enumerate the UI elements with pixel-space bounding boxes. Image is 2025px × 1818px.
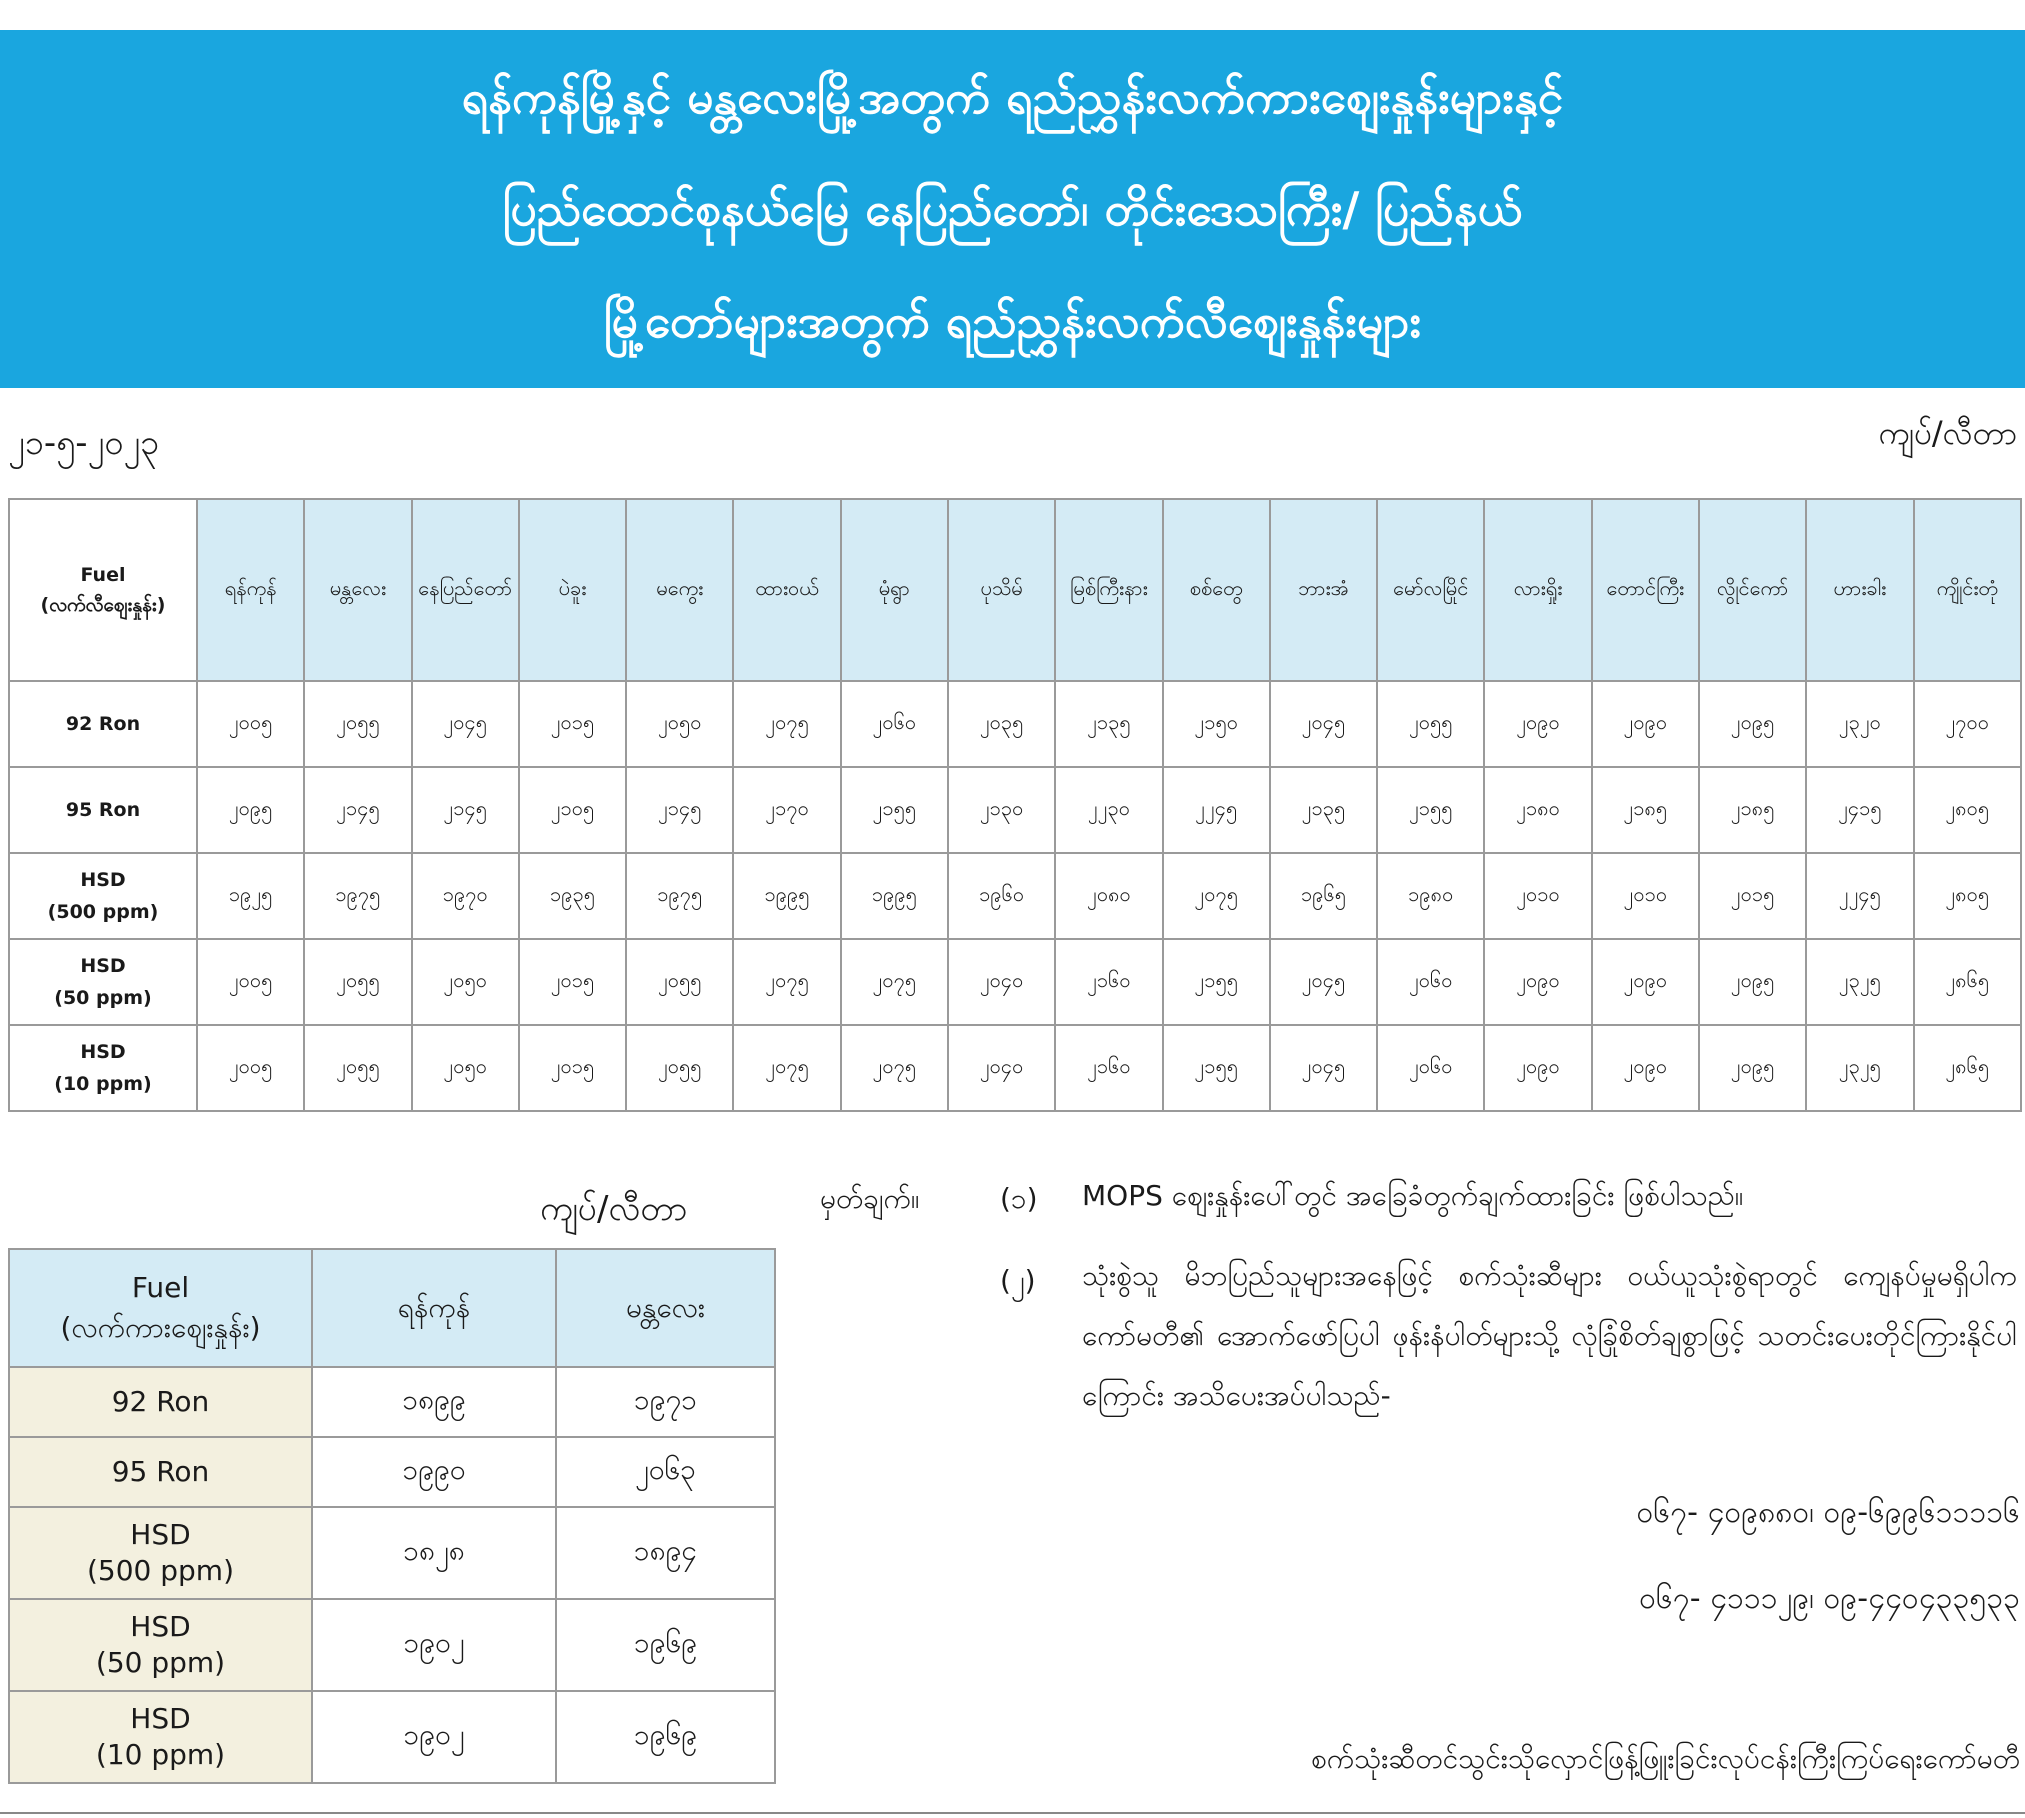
price-cell: ၂၀၅၀ — [626, 681, 733, 767]
wholesale-price-table — [8, 1248, 776, 1784]
price-cell: ၁၉၆၀ — [948, 853, 1055, 939]
city-header: လားရှိုး — [1484, 499, 1591, 681]
price-cell: ၂၀၅၀ — [412, 1025, 519, 1111]
price-cell: ၂၁၈၅ — [1592, 767, 1699, 853]
bottom-divider — [0, 1812, 2025, 1814]
fuel-type-label: 95 Ron — [111, 1455, 210, 1488]
price-cell: ၂၀၄၅ — [1270, 939, 1377, 1025]
price-cell: ၂၀၁၅ — [519, 1025, 626, 1111]
price-cell: ၂၁၀၅ — [519, 767, 626, 853]
city-header: မော်လမြိုင် — [1377, 499, 1484, 681]
price-cell: ၂၁၅၅ — [841, 767, 948, 853]
table-row — [9, 681, 2021, 767]
city-header: ပဲခူး — [519, 499, 626, 681]
price-cell: ၂၀၅၅ — [304, 681, 411, 767]
notes-label: မှတ်ချက်။ — [820, 1182, 920, 1215]
table-row — [9, 853, 2021, 939]
price-cell: ၂၀၉၀ — [1484, 939, 1591, 1025]
fuel-type-label: 92 Ron — [65, 713, 141, 735]
price-cell: ၁၉၆၉ — [556, 1691, 775, 1783]
price-cell: ၂၀၇၅ — [841, 939, 948, 1025]
price-cell: ၂၂၄၅ — [1806, 853, 1913, 939]
price-cell: ၂၀၉၅ — [1699, 939, 1806, 1025]
price-cell: ၂၁၆၀ — [1055, 939, 1162, 1025]
price-cell: ၁၉၈၀ — [1377, 853, 1484, 939]
price-cell: ၂၃၂၀ — [1806, 681, 1913, 767]
price-cell: ၂၀၅၅ — [626, 939, 733, 1025]
price-cell: ၂၃၂၅ — [1806, 939, 1913, 1025]
retail-price-table — [8, 498, 2022, 1112]
price-cell: ၂၀၀၅ — [197, 681, 304, 767]
fuel-type-label: HSD — [130, 1610, 191, 1643]
city-header: မန္တလေး — [556, 1249, 775, 1367]
price-cell: ၂၀၆၀ — [1377, 1025, 1484, 1111]
price-cell: ၂၀၁၅ — [519, 681, 626, 767]
price-cell: ၂၀၉၀ — [1484, 681, 1591, 767]
city-header: ထားဝယ် — [733, 499, 840, 681]
fuel-type-label: (10 ppm) — [54, 1073, 152, 1095]
price-cell: ၁၉၆၉ — [556, 1599, 775, 1691]
price-cell: ၁၉၉၅ — [733, 853, 840, 939]
city-header: မြစ်ကြီးနား — [1055, 499, 1162, 681]
price-cell: ၂၁၃၅ — [1055, 681, 1162, 767]
price-cell: ၂၀၀၅ — [197, 1025, 304, 1111]
price-cell: ၂၀၆၃ — [556, 1437, 775, 1507]
note-number: (၁) — [1000, 1182, 1038, 1215]
price-cell: ၂၃၂၅ — [1806, 1025, 1913, 1111]
fuel-type-cell — [9, 1599, 312, 1691]
price-cell: ၁၉၇၁ — [556, 1367, 775, 1437]
banner-title-line-2: ပြည်ထောင်စုနယ်မြေ နေပြည်တော်၊ တိုင်းဒေသကြီး/ ပြည်နယ် — [502, 182, 1523, 236]
price-cell: ၂၀၄၅ — [1270, 1025, 1377, 1111]
price-cell: ၂၈၆၅ — [1914, 1025, 2022, 1111]
fuel-type-cell — [9, 939, 197, 1025]
city-header: မုံရွာ — [841, 499, 948, 681]
city-header: ဟားခါး — [1806, 499, 1913, 681]
fuel-type-cell — [9, 767, 197, 853]
fuel-header-subtitle: (လက်လီစျေးနှုန်း) — [40, 594, 166, 616]
table-row — [9, 1691, 775, 1783]
fuel-type-label: (500 ppm) — [86, 1554, 234, 1587]
city-header: စစ်တွေ — [1163, 499, 1270, 681]
table-row — [9, 1367, 775, 1437]
fuel-type-cell — [9, 1367, 312, 1437]
price-cell: ၂၁၄၅ — [412, 767, 519, 853]
price-cell: ၂၀၉၅ — [1699, 681, 1806, 767]
price-cell: ၂၀၅၅ — [304, 1025, 411, 1111]
fuel-type-label: (10 ppm) — [95, 1738, 226, 1771]
note-number: (၂) — [1000, 1264, 1036, 1297]
price-cell: ၂၀၄၅ — [412, 681, 519, 767]
price-cell: ၂၀၅၅ — [304, 939, 411, 1025]
price-cell: ၂၀၆၀ — [841, 681, 948, 767]
price-cell: ၂၁၅၀ — [1163, 681, 1270, 767]
price-cell: ၂၀၁၀ — [1484, 853, 1591, 939]
price-cell: ၂၁၇၀ — [733, 767, 840, 853]
fuel-type-cell — [9, 1691, 312, 1783]
unit-label: ကျပ်/လီတာ — [1878, 414, 2017, 452]
wholesale-header-row — [9, 1249, 775, 1367]
fuel-type-cell — [9, 681, 197, 767]
price-cell: ၁၉၉၅ — [841, 853, 948, 939]
price-cell: ၁၉၇၅ — [626, 853, 733, 939]
price-cell: ၂၈၆၅ — [1914, 939, 2022, 1025]
price-cell: ၂၀၆၀ — [1377, 939, 1484, 1025]
committee-name: စက်သုံးဆီတင်သွင်းသိုလှောင်ဖြန့်ဖြူးခြင်းလုပ်ငန်းကြီးကြပ်ရေးကော်မတီ — [1310, 1742, 2020, 1775]
price-cell: ၁၉၇၅ — [304, 853, 411, 939]
fuel-type-label: (500 ppm) — [47, 901, 159, 923]
fuel-header-title: Fuel — [131, 1271, 190, 1304]
price-cell: ၂၁၄၅ — [626, 767, 733, 853]
table-row — [9, 1507, 775, 1599]
price-cell: ၁၉၃၅ — [519, 853, 626, 939]
fuel-type-label: HSD — [130, 1518, 191, 1551]
fuel-column-header — [9, 1249, 312, 1367]
price-cell: ၂၀၈၀ — [1055, 853, 1162, 939]
price-cell: ၂၂၄၅ — [1163, 767, 1270, 853]
city-header: မကွေး — [626, 499, 733, 681]
fuel-type-label: (50 ppm) — [95, 1646, 226, 1679]
fuel-header-subtitle: (လက်ကားစျေးနှုန်း) — [60, 1311, 261, 1344]
note-text: MOPS စျေးနှုန်းပေါ်တွင် အခြေခံတွက်ချက်ထားခြင်း ဖြစ်ပါသည်။ — [1082, 1179, 1744, 1212]
retail-header-row — [9, 499, 2021, 681]
price-cell: ၂၁၃၀ — [948, 767, 1055, 853]
city-header: ဘားအံ — [1270, 499, 1377, 681]
fuel-type-label: (50 ppm) — [54, 987, 152, 1009]
fuel-type-cell — [9, 853, 197, 939]
price-cell: ၁၈၉၉ — [312, 1367, 556, 1437]
price-cell: ၂၀၇၅ — [733, 939, 840, 1025]
price-cell: ၁၈၂၈ — [312, 1507, 556, 1599]
table-row — [9, 1599, 775, 1691]
price-cell: ၂၀၄၅ — [1270, 681, 1377, 767]
price-cell: ၂၈၀၅ — [1914, 853, 2022, 939]
price-cell: ၂၁၅၅ — [1163, 1025, 1270, 1111]
price-cell: ၂၀၄၀ — [948, 1025, 1055, 1111]
publish-date: ၂၁-၅-၂၀၂၃ — [8, 423, 160, 463]
price-cell: ၂၁၆၀ — [1055, 1025, 1162, 1111]
price-cell: ၂၀၀၅ — [197, 939, 304, 1025]
price-cell: ၂၀၅၅ — [626, 1025, 733, 1111]
price-cell: ၁၉၂၅ — [197, 853, 304, 939]
fuel-type-cell — [9, 1437, 312, 1507]
price-cell: ၂၀၇၅ — [841, 1025, 948, 1111]
price-cell: ၂၀၅၀ — [412, 939, 519, 1025]
banner-title-line-3: မြို့တော်များအတွက် ရည်ညွှန်းလက်လီစျေးနှုန်းများ — [603, 294, 1422, 348]
fuel-type-label: HSD — [80, 1041, 126, 1063]
price-cell: ၂၀၃၅ — [948, 681, 1055, 767]
price-cell: ၂၁၅၅ — [1377, 767, 1484, 853]
price-cell: ၂၀၇၅ — [733, 681, 840, 767]
fuel-type-label: HSD — [80, 955, 126, 977]
city-header: ကျိုင်းတုံ — [1914, 499, 2022, 681]
price-cell: ၂၀၉၀ — [1592, 1025, 1699, 1111]
price-cell: ၂၈၀၅ — [1914, 767, 2022, 853]
price-cell: ၂၁၃၅ — [1270, 767, 1377, 853]
fuel-type-label: 92 Ron — [111, 1385, 210, 1418]
price-cell: ၁၉၆၅ — [1270, 853, 1377, 939]
phone-numbers: ၀၆၇- ၄၁၁၁၂၉၊ ၀၉-၄၄၀၄၃၃၅၃၃ — [1639, 1581, 2020, 1616]
table-row — [9, 939, 2021, 1025]
fuel-header-title: Fuel — [80, 564, 126, 586]
price-cell: ၂၀၉၀ — [1592, 939, 1699, 1025]
table-row — [9, 767, 2021, 853]
price-cell: ၁၉၀၂ — [312, 1599, 556, 1691]
city-header: ရန်ကုန် — [312, 1249, 556, 1367]
title-banner — [0, 30, 2025, 388]
price-cell: ၂၀၇၅ — [733, 1025, 840, 1111]
table-row — [9, 1437, 775, 1507]
city-header: မန္တလေး — [304, 499, 411, 681]
price-cell: ၂၀၁၅ — [1699, 853, 1806, 939]
fuel-type-label: 95 Ron — [65, 799, 141, 821]
city-header: ပုသိမ် — [948, 499, 1055, 681]
price-cell: ၂၀၅၅ — [1377, 681, 1484, 767]
city-header: လွိုင်ကော် — [1699, 499, 1806, 681]
note-text: သုံးစွဲသူ မိဘပြည်သူများအနေဖြင့် စက်သုံးဆီများ ဝယ်ယူသုံးစွဲရာတွင် ကျေနပ်မှုမရှိပါက ကော်မတီ၏ အောက်ဖော်ပြပါ ဖုန်းနံပါတ်များသို့ လုံခြုံစိတ်ချစွာဖြင့် သတင်းပေးတိုင်ကြားနိုင်ပါကြောင်း အသိပေးအပ်ပါသည်- — [1082, 1259, 2017, 1412]
table-row — [9, 1025, 2021, 1111]
price-cell: ၁၉၀၂ — [312, 1691, 556, 1783]
price-cell: ၂၀၉၀ — [1592, 681, 1699, 767]
price-cell: ၂၀၉၅ — [197, 767, 304, 853]
price-cell: ၁၉၇၀ — [412, 853, 519, 939]
wholesale-unit-label: ကျပ်/လီတာ — [540, 1189, 688, 1229]
price-cell: ၁၉၉၀ — [312, 1437, 556, 1507]
fuel-type-cell — [9, 1025, 197, 1111]
price-cell: ၂၀၁၅ — [519, 939, 626, 1025]
price-cell: ၂၀၉၀ — [1484, 1025, 1591, 1111]
fuel-type-label: HSD — [130, 1702, 191, 1735]
price-cell: ၂၀၉၅ — [1699, 1025, 1806, 1111]
fuel-type-cell — [9, 1507, 312, 1599]
price-cell: ၂၀၇၅ — [1163, 853, 1270, 939]
price-cell: ၂၁၅၅ — [1163, 939, 1270, 1025]
price-cell: ၂၁၈၀ — [1484, 767, 1591, 853]
city-header: နေပြည်တော် — [412, 499, 519, 681]
price-cell: ၁၈၉၄ — [556, 1507, 775, 1599]
price-cell: ၂၇၀၀ — [1914, 681, 2022, 767]
city-header: တောင်ကြီး — [1592, 499, 1699, 681]
price-cell: ၂၄၁၅ — [1806, 767, 1913, 853]
price-cell: ၂၁၈၅ — [1699, 767, 1806, 853]
fuel-column-header — [9, 499, 197, 681]
city-header: ရန်ကုန် — [197, 499, 304, 681]
price-cell: ၂၂၃၀ — [1055, 767, 1162, 853]
banner-title-line-1: ရန်ကုန်မြို့နှင့် မန္တလေးမြို့အတွက် ရည်ညွှန်းလက်ကားစျေးနှုန်းများနှင့် — [461, 70, 1564, 124]
price-cell: ၂၀၁၀ — [1592, 853, 1699, 939]
price-cell: ၂၁၄၅ — [304, 767, 411, 853]
fuel-type-label: HSD — [80, 869, 126, 891]
phone-numbers: ၀၆၇- ၄၀၉၈၈၀၊ ၀၉-၆၉၉၆၁၁၁၁၆ — [1636, 1495, 2020, 1530]
price-cell: ၂၀၄၀ — [948, 939, 1055, 1025]
